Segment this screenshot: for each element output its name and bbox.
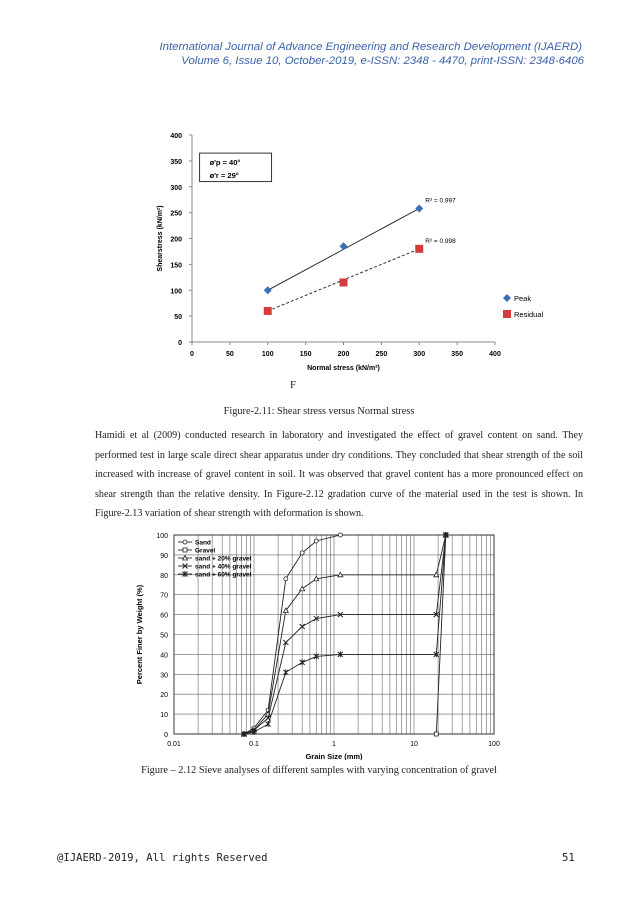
data-point-peak xyxy=(340,242,348,250)
y-tick-label: 40 xyxy=(160,652,168,660)
y-tick-label: 0 xyxy=(178,340,182,347)
y-tick-label: 250 xyxy=(170,210,182,218)
y-tick-label: 200 xyxy=(170,236,182,244)
x-tick-label: 100 xyxy=(488,741,500,748)
x-tick-label: 400 xyxy=(489,351,501,358)
y-tick-label: 50 xyxy=(160,632,168,640)
y-tick-label: 90 xyxy=(160,552,168,560)
y-axis-title: Percent Finer by Weight (%) xyxy=(135,584,144,685)
body-paragraph: Hamidi et al (2009) conducted research in laboratory and investigated the effect of gravel content on sand. They performed test in large scale direct shear apparatus under dry conditions. They concluded that shear strength of the soil increased with increase of gravel content in soil. It was observed that gravel content has a more pronounced effect on shear strength than the relative density. In Figure-2.12 gradation curve of the material used in the test is shown. In Figure-2.13 variation of shear strength with deformation is shown. xyxy=(95,430,583,520)
figure-2-11-caption: Figure-2.11: Shear stress versus Normal stress xyxy=(223,406,415,417)
x-tick-label: 1 xyxy=(332,741,336,748)
y-tick-label: 80 xyxy=(160,572,168,580)
legend-label: sand + 60% gravel xyxy=(195,571,252,579)
x-axis-title: Grain Size (mm) xyxy=(305,752,363,760)
data-point xyxy=(338,533,342,537)
data-point xyxy=(266,721,271,727)
y-tick-label: 400 xyxy=(170,133,182,140)
x-tick-label: 0 xyxy=(190,351,194,358)
y-tick-label: 30 xyxy=(160,672,168,680)
y-tick-label: 350 xyxy=(170,158,182,166)
page-number: 51 xyxy=(562,852,575,864)
footer-copyright: @IJAERD-2019, All rights Reserved xyxy=(57,852,268,864)
friction-angle-label: ø'r = 29° xyxy=(209,171,239,181)
legend-marker xyxy=(183,540,187,544)
data-point xyxy=(300,551,304,555)
x-tick-label: 0.01 xyxy=(167,741,181,748)
legend-marker xyxy=(183,548,187,552)
x-tick-label: 0.1 xyxy=(249,741,259,748)
shear-stress-chart xyxy=(150,125,570,395)
legend-label: sand + 40% gravel xyxy=(195,563,252,571)
y-tick-label: 100 xyxy=(170,288,182,296)
x-tick-label: 100 xyxy=(261,351,274,358)
x-tick-label: 10 xyxy=(410,741,418,748)
data-point-residual xyxy=(340,278,348,286)
x-tick-label: 200 xyxy=(337,351,350,358)
data-point xyxy=(283,669,288,675)
friction-angle-label: ø'p = 40° xyxy=(209,158,241,168)
y-tick-label: 70 xyxy=(160,592,168,600)
x-tick-label: 300 xyxy=(413,351,426,358)
legend-label: Sand xyxy=(195,539,211,547)
data-point xyxy=(284,577,288,581)
data-point-residual xyxy=(415,245,423,253)
data-point xyxy=(434,732,438,736)
y-tick-label: 150 xyxy=(170,262,182,270)
legend-marker xyxy=(503,310,511,318)
stray-mark: F xyxy=(290,379,297,391)
x-axis-title: Normal stress (kN/m²) xyxy=(307,365,380,372)
data-point-peak xyxy=(264,286,272,294)
r-squared-label: R² = 0.997 xyxy=(425,197,456,205)
legend-label: Gravel xyxy=(195,547,216,555)
x-tick-label: 50 xyxy=(225,351,234,358)
y-tick-label: 0 xyxy=(164,732,168,739)
y-tick-label: 60 xyxy=(160,612,168,620)
y-tick-label: 300 xyxy=(170,184,182,192)
sieve-analysis-chart xyxy=(128,528,508,760)
data-point xyxy=(300,659,305,665)
data-point xyxy=(300,586,305,591)
data-point-residual xyxy=(264,307,272,315)
data-point-peak xyxy=(415,204,423,212)
journal-title: International Journal of Advance Engineering and Research Development (IJAERD) xyxy=(159,41,582,53)
legend-label: Peak xyxy=(514,294,532,303)
legend-label: Residual xyxy=(514,310,544,319)
y-tick-label: 100 xyxy=(156,533,168,540)
journal-volume-info: Volume 6, Issue 10, October-2019, e-ISSN: 2348 - 4470, print-ISSN: 2348-6406 xyxy=(181,55,584,67)
x-tick-label: 250 xyxy=(375,351,388,358)
y-axis-title: Shearstress (kN/m²) xyxy=(157,205,164,272)
x-tick-label: 150 xyxy=(299,351,312,358)
r-squared-label: R² = 0.998 xyxy=(425,237,456,245)
legend-marker xyxy=(503,294,511,302)
data-point xyxy=(314,539,318,543)
y-tick-label: 10 xyxy=(160,712,168,720)
y-tick-label: 50 xyxy=(174,314,182,322)
x-tick-label: 350 xyxy=(451,351,463,358)
legend-label: sand + 20% gravel xyxy=(195,555,252,563)
figure-2-12-caption: Figure – 2.12 Sieve analyses of different samples with varying concentration of gravel xyxy=(141,765,497,776)
y-tick-label: 20 xyxy=(160,692,168,700)
